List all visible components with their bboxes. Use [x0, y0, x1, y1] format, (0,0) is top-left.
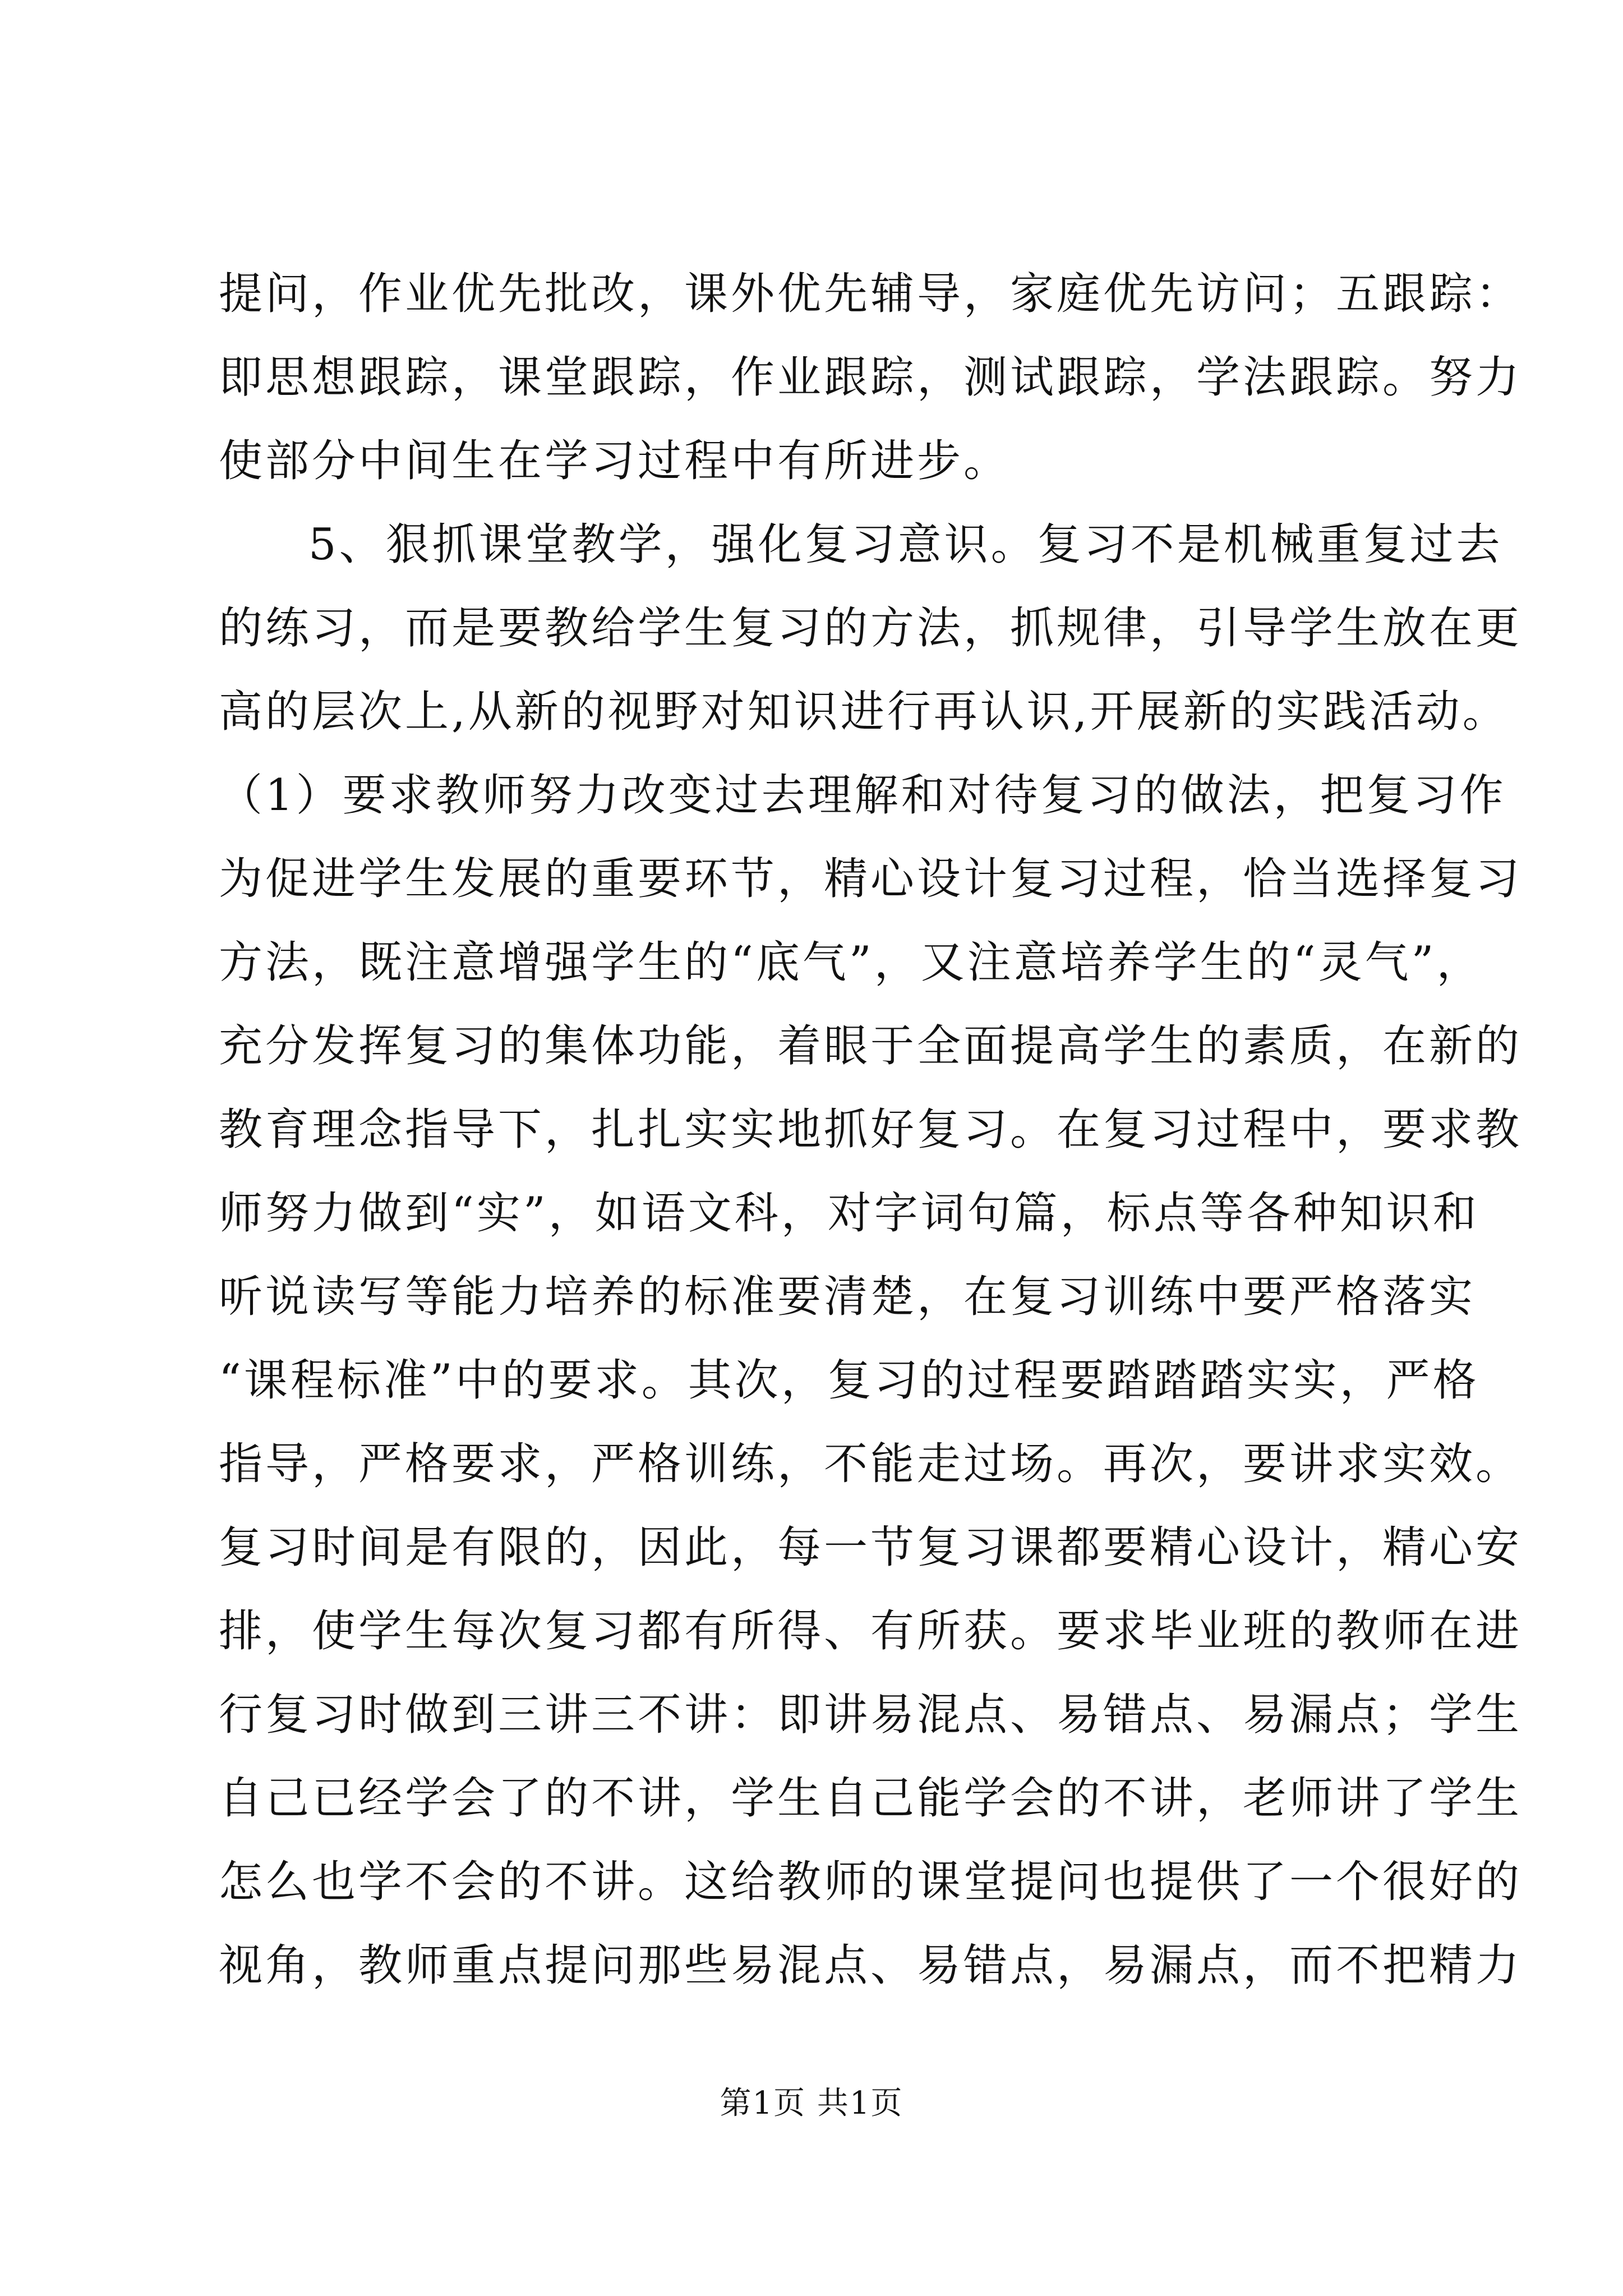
paragraph-line: 即思想跟踪，课堂跟踪，作业跟踪，测试跟踪，学法跟踪。努力	[219, 352, 1523, 403]
paragraph-line: 视角，教师重点提问那些易混点、易错点，易漏点，而不把精力	[219, 1940, 1523, 1991]
paragraph-line: 复习时间是有限的，因此，每一节复习课都要精心设计，精心安	[219, 1522, 1523, 1573]
paragraph-line: 排，使学生每次复习都有所得、有所获。要求毕业班的教师在进	[219, 1606, 1523, 1657]
paragraph-line: 师努力做到“实”，如语文科，对字词句篇，标点等各种知识和	[219, 1188, 1479, 1239]
paragraph-line: 的练习，而是要教给学生复习的方法，抓规律，引导学生放在更	[219, 603, 1523, 654]
paragraph-line: 自己已经学会了的不讲，学生自己能学会的不讲，老师讲了学生	[219, 1773, 1523, 1824]
page-number-footer: 第1页 共1页	[720, 2085, 903, 2122]
paragraph-line: 行复习时做到三讲三不讲：即讲易混点、易错点、易漏点；学生	[219, 1690, 1523, 1740]
paragraph-line: 怎么也学不会的不讲。这给教师的课堂提问也提供了一个很好的	[219, 1857, 1523, 1907]
paragraph-line: 提问，作业优先批改，课外优先辅导，家庭优先访问；五跟踪：	[219, 269, 1523, 319]
paragraph-line: 指导，严格要求，严格训练，不能走过场。再次，要讲求实效。	[219, 1439, 1523, 1489]
paragraph-line: 充分发挥复习的集体功能，着眼于全面提高学生的素质，在新的	[219, 1021, 1523, 1071]
paragraph-line: 高的层次上,从新的视野对知识进行再认识,开展新的实践活动。	[219, 687, 1509, 737]
paragraph-line: 为促进学生发展的重要环节，精心设计复习过程，恰当选择复习	[219, 854, 1523, 904]
body-text	[219, 252, 1523, 2008]
paragraph-line: 使部分中间生在学习过程中有所进步。	[219, 436, 1011, 486]
paragraph-line: 听说读写等能力培养的标准要清楚，在复习训练中要严格落实	[219, 1272, 1476, 1322]
paragraph-line: 教育理念指导下，扎扎实实地抓好复习。在复习过程中，要求教	[219, 1105, 1523, 1155]
paragraph-line: 方法，既注意增强学生的“底气”，又注意培养学生的“灵气”，	[219, 937, 1483, 988]
paragraph-line: （1）要求教师努力改变过去理解和对待复习的做法，把复习作	[219, 770, 1506, 821]
paragraph-line: 5、狠抓课堂教学，强化复习意识。复习不是机械重复过去	[308, 519, 1503, 570]
paragraph-line: “课程标准”中的要求。其次，复习的过程要踏踏踏实实，严格	[219, 1355, 1479, 1406]
